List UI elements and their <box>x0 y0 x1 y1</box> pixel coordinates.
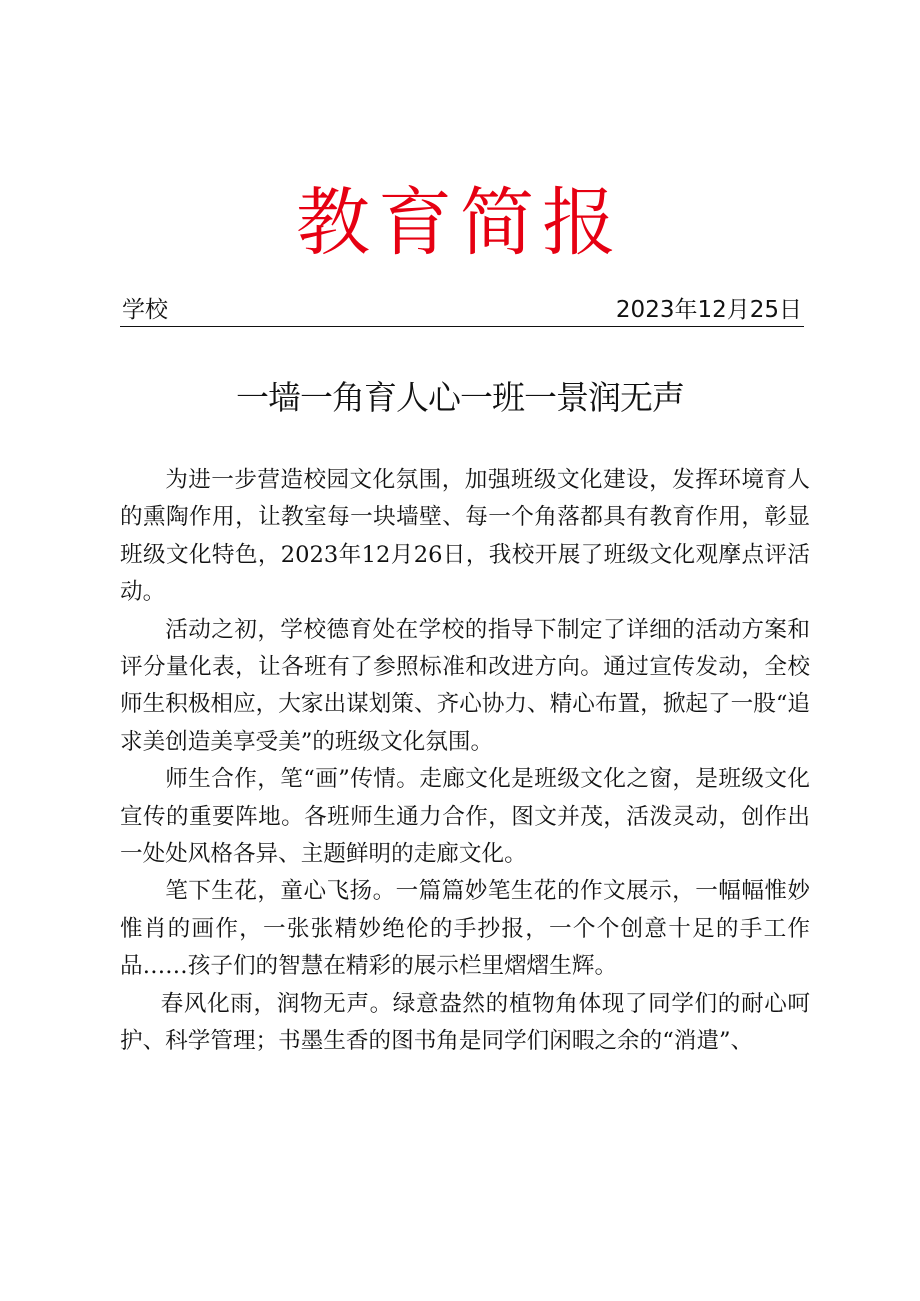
article-paragraph: 师生合作，笔“画”传情。走廊文化是班级文化之窗，是班级文化宣传的重要阵地。各班师生通力合作，图文并茂，活泼灵动，创作出一处处风格各异、主题鲜明的走廊文化。 <box>120 766 810 868</box>
header-meta-row <box>120 296 804 327</box>
issue-date: 2023年12月25日 <box>615 297 802 323</box>
article-paragraph: 为进一步营造校园文化氛围，加强班级文化建设，发挥环境育人的熏陶作用，让教室每一块墙壁、每一个角落都具有教育作用，彰显班级文化特色，2023年12月26日，我校开展了班级文化观摩点评活动。 <box>120 467 810 606</box>
newsletter-masthead: 教育简报 <box>296 180 624 266</box>
article-paragraph: 春风化雨，润物无声。绿意盎然的植物角体现了同学们的耐心呵护、科学管理；书墨生香的图书角是同学们闲暇之余的“消遣”、 <box>120 990 810 1055</box>
article-body <box>120 462 810 1061</box>
article-paragraph: 活动之初，学校德育处在学校的指导下制定了详细的活动方案和评分量化表，让各班有了参照标准和改进方向。通过宣传发动，全校师生积极相应，大家出谋划策、齐心协力、精心布置，掀起了一股“追求美创造美享受美”的班级文化氛围。 <box>120 616 810 755</box>
article-headline: 一墙一角育人心一班一景润无声 <box>236 378 684 417</box>
article-paragraph: 笔下生花，童心飞扬。一篇篇妙笔生花的作文展示，一幅幅惟妙惟肖的画作，一张张精妙绝伦的手抄报，一个个创意十足的手工作品……孩子们的智慧在精彩的展示栏里熠熠生辉。 <box>120 878 810 980</box>
school-label: 学校 <box>122 297 168 323</box>
